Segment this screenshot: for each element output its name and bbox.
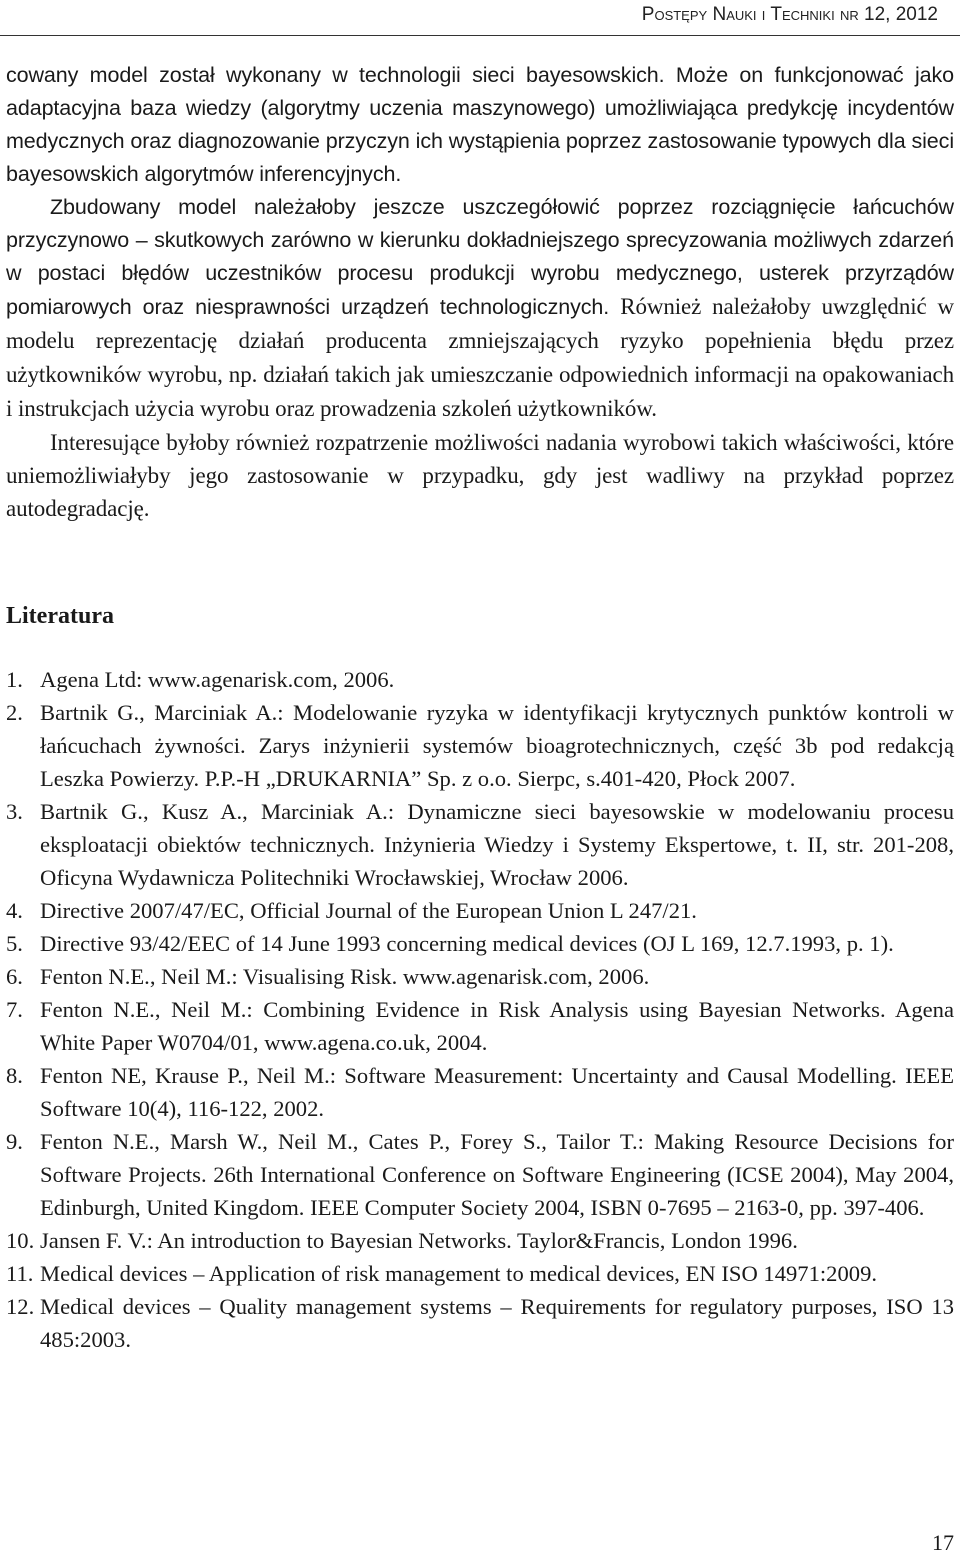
reference-item — [6, 696, 954, 795]
reference-number: 3. — [6, 799, 23, 824]
reference-text: Bartnik G., Marciniak A.: Modelowanie ryzyka w identyfikacji krytycznych punktów kontroli w łańcuchach żywności. Zarys inżynierii systemów bioagrotechnicznych, część 3b pod redakcją Leszka Powierzy. P.P.-H „DRUKARNIA” Sp. z o.o. Sierpc, s.401-420, Płock 2007. — [40, 700, 954, 791]
paragraph-3: Interesujące byłoby również rozpatrzenie możliwości nadania wyrobowi takich właściwości, które uniemożliwiałyby jego zastosowanie w przypadku, gdy jest wadliwy na przykład poprzez autodegradację. — [6, 430, 954, 521]
reference-number: 7. — [6, 997, 23, 1022]
reference-text: Fenton N.E., Marsh W., Neil M., Cates P., Forey S., Tailor T.: Making Resource Decisions for Software Projects. 26th International Conference on Software Engineering (ICSE 2004), May 2004, Edinburgh, United Kingdom. IEEE Computer Society 2004, ISBN 0-7695 – 2163-0, pp. 397-406. — [40, 1129, 954, 1220]
reference-item — [6, 927, 954, 960]
reference-number: 1. — [6, 667, 23, 692]
reference-item — [6, 795, 954, 894]
reference-item — [6, 1125, 954, 1224]
reference-number: 4. — [6, 898, 23, 923]
reference-item — [6, 1059, 954, 1125]
body-text — [6, 59, 954, 525]
running-header: Postępy Nauki i Techniki nr 12, 2012 — [641, 4, 938, 25]
reference-number: 6. — [6, 964, 23, 989]
header-rule — [0, 35, 960, 36]
reference-text: Jansen F. V.: An introduction to Bayesian Networks. Taylor&Francis, London 1996. — [40, 1228, 798, 1253]
literature-heading: Literatura — [6, 603, 114, 629]
reference-text: Directive 93/42/EEC of 14 June 1993 concerning medical devices (OJ L 169, 12.7.1993, p. 1). — [40, 931, 894, 956]
reference-item — [6, 1257, 954, 1290]
reference-text: Fenton N.E., Neil M.: Combining Evidence in Risk Analysis using Bayesian Networks. Agena White Paper W0704/01, www.agena.co.uk, 2004. — [40, 997, 954, 1055]
reference-text: Fenton NE, Krause P., Neil M.: Software Measurement: Uncertainty and Causal Modelling. IEEE Software 10(4), 116-122, 2002. — [40, 1063, 954, 1121]
paragraph-2 — [6, 191, 954, 426]
paragraph-2-part-a: Zbudowany model należałoby jeszcze uszczegółowić poprzez rozciągnięcie łańcuchów przyczynowo – skutkowych zarówno w kierunku dokładniejszego sprecyzowania możliwych zdarzeń w postaci błędów uczestników procesu produkcji wyrobu medycznego, usterek przyrządów pomiarowych oraz niesprawności urządzeń technologicznych. — [6, 195, 954, 319]
paragraph-2-part-b: Również należałoby uwzględnić w modelu reprezentację działań producenta zmniejszających ryzyko popełnienia błędu przez użytkowników wyrobu, np. działań takich jak umieszczanie odpowiednich informacji na opakowaniach i instrukcjach użycia wyrobu oraz prowadzenia szkoleń użytkowników. — [6, 294, 955, 421]
reference-number: 11. — [6, 1261, 34, 1286]
reference-item — [6, 1290, 954, 1356]
reference-number: 10. — [6, 1228, 35, 1253]
reference-number: 9. — [6, 1129, 23, 1154]
reference-number: 8. — [6, 1063, 23, 1088]
reference-item — [6, 993, 954, 1059]
reference-text: Directive 2007/47/EC, Official Journal of the European Union L 247/21. — [40, 898, 697, 923]
paragraph-1: cowany model został wykonany w technologii sieci bayesowskich. Może on funkcjonować jako adaptacyjna baza wiedzy (algorytmy uczenia maszynowego) umożliwiająca predykcję incydentów medycznych oraz diagnozowanie przyczyn ich wystąpienia poprzez zastosowanie typowych dla sieci bayesowskich algorytmów inferencyjnych. — [6, 63, 954, 186]
reference-text: Medical devices – Application of risk management to medical devices, EN ISO 14971:2009. — [40, 1261, 878, 1286]
reference-text: Fenton N.E., Neil M.: Visualising Risk. www.agenarisk.com, 2006. — [40, 964, 650, 989]
reference-item — [6, 960, 954, 993]
reference-number: 2. — [6, 700, 23, 725]
reference-list — [6, 663, 954, 1356]
reference-text: Medical devices – Quality management systems – Requirements for regulatory purposes, ISO 13 485:2003. — [40, 1294, 954, 1352]
reference-number: 12. — [6, 1294, 35, 1319]
reference-item — [6, 663, 954, 696]
reference-number: 5. — [6, 931, 23, 956]
reference-item — [6, 1224, 954, 1257]
reference-text: Agena Ltd: www.agenarisk.com, 2006. — [40, 667, 395, 692]
reference-text: Bartnik G., Kusz A., Marciniak A.: Dynamiczne sieci bayesowskie w modelowaniu procesu eksploatacji obiektów technicznych. Inżynieria Wiedzy i Systemy Ekspertowe, t. II, str. 201-208, Oficyna Wydawnicza Politechniki Wrocławskiej, Wrocław 2006. — [40, 799, 954, 890]
page-number: 17 — [932, 1530, 954, 1555]
reference-item — [6, 894, 954, 927]
